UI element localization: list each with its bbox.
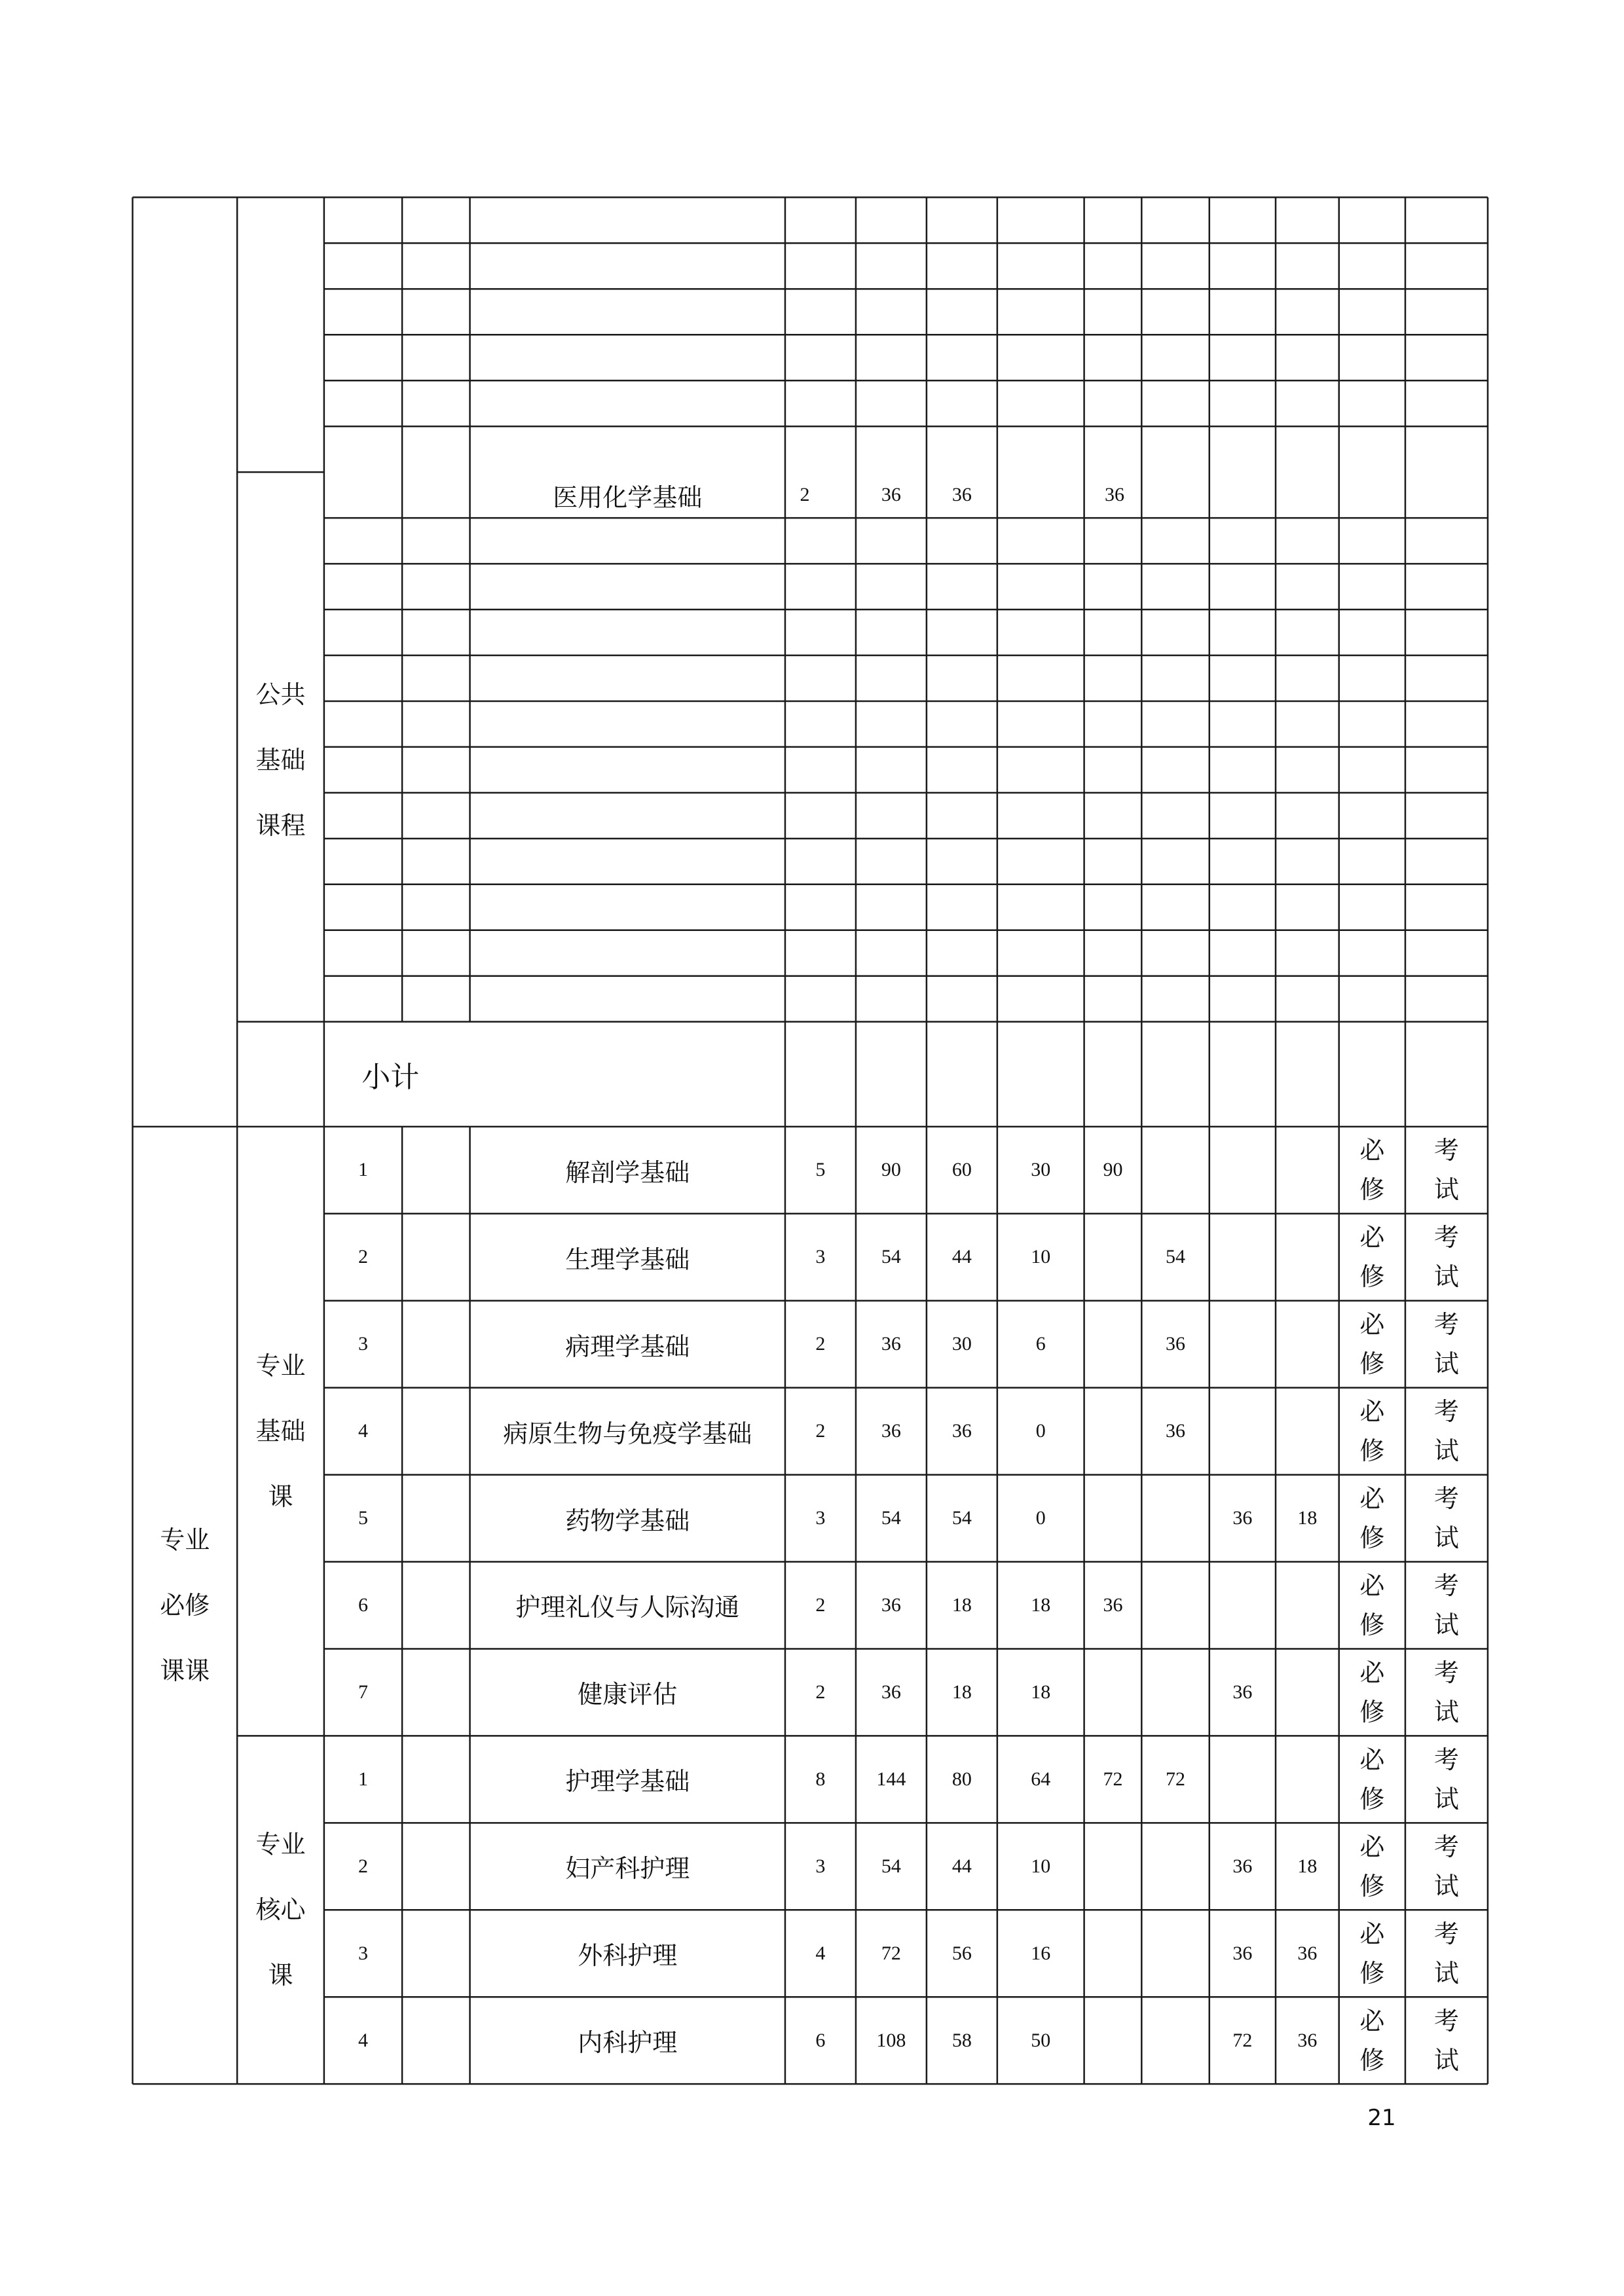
course-type-cell-char: 修 [1359,1871,1385,1901]
row-number: 1 [358,1768,368,1790]
page-number: 21 [1367,2105,1396,2131]
credits-cell: 2 [815,1333,826,1355]
semester1-cell [1084,1388,1142,1475]
row-number: 3 [358,1333,368,1355]
course-type-cell-char: 必 [1359,1919,1385,1948]
semester3-cell: 36 [1232,1681,1253,1703]
theory-hours-cell: 56 [951,1942,972,1964]
total-hours-cell: 54 [881,1507,901,1529]
theory-hours-cell: 18 [951,1594,972,1616]
semester4-cell [1276,1649,1339,1736]
credits-cell: 3 [815,1246,826,1268]
exam-type-cell-char: 考 [1433,1745,1459,1774]
total-hours-cell: 54 [881,1246,901,1268]
category-professional-required-char: 专业 [160,1525,210,1554]
exam-type-cell [1405,1475,1488,1562]
course-type-cell [1339,1823,1405,1910]
row-number: 4 [358,1420,368,1442]
course-type-cell-char: 必 [1359,1484,1385,1514]
row-number: 2 [358,1855,368,1877]
total-hours-cell: 90 [881,1159,901,1181]
category-professional-core-char: 核心 [255,1895,306,1925]
exam-type-cell-char: 考 [1433,2006,1459,2035]
course-name: 药物学基础 [565,1507,690,1535]
semester1-cell: 36 [1103,1594,1123,1616]
course-name: 病理学基础 [565,1333,690,1361]
theory-hours-cell: 36 [951,484,972,506]
credits-cell: 3 [815,1507,826,1529]
course-type-cell [1339,1649,1405,1736]
course-type-cell [1339,1127,1405,1214]
practice-hours-cell: 0 [1035,1507,1046,1529]
practice-hours-cell: 6 [1035,1333,1046,1355]
semester4-cell [1276,1127,1339,1214]
row-number: 3 [358,1942,368,1964]
course-name: 健康评估 [578,1681,678,1709]
semester3-cell: 36 [1232,1507,1253,1529]
exam-type-cell [1405,1823,1488,1910]
subtotal-label: 小计 [361,1060,420,1094]
total-hours-cell: 36 [881,1420,901,1442]
theory-hours-cell: 44 [951,1246,972,1268]
exam-type-cell [1405,1562,1488,1649]
exam-type-cell [1405,1997,1488,2084]
theory-hours-cell: 30 [951,1333,972,1355]
semester3-cell: 36 [1232,1942,1253,1964]
course-type-cell [1339,1475,1405,1562]
course-type-cell [1339,1736,1405,1823]
total-hours-cell: 108 [876,2029,906,2051]
exam-type-cell-char: 考 [1433,1136,1459,1165]
course-type-cell-char: 修 [1359,2045,1385,2075]
semester3-cell: 36 [1232,1855,1253,1877]
exam-type-cell-char: 考 [1433,1832,1459,1861]
exam-type-cell [1405,1910,1488,1997]
exam-type-cell-char: 试 [1433,1958,1459,1988]
exam-type-cell-char: 考 [1433,1658,1459,1687]
semester4-cell [1276,1388,1339,1475]
exam-type-cell-char: 试 [1433,1697,1459,1726]
semester4-cell: 36 [1297,2029,1318,2051]
theory-hours-cell: 58 [951,2029,972,2051]
category-professional-required-char: 课课 [160,1656,210,1685]
course-type-cell-char: 修 [1359,1958,1385,1988]
exam-type-cell-char: 考 [1433,1919,1459,1948]
category-professional-required [132,1127,237,2084]
category-professional-core-char: 专业 [255,1830,306,1859]
exam-type-cell-char: 考 [1433,1484,1459,1514]
exam-type-cell-char: 试 [1433,1262,1459,1292]
exam-type-cell [1405,1736,1488,1823]
semester4-cell: 18 [1297,1855,1318,1877]
course-type-cell-char: 修 [1359,1697,1385,1726]
exam-type-cell [1405,1301,1488,1388]
practice-hours-cell: 18 [1031,1681,1051,1703]
practice-hours-cell: 18 [1031,1594,1051,1616]
semester2-cell [1141,1562,1209,1649]
theory-hours-cell: 60 [951,1159,972,1181]
theory-hours-cell: 18 [951,1681,972,1703]
semester3-cell [1209,1562,1276,1649]
semester3-cell [1209,1388,1276,1475]
credits-cell: 8 [815,1768,826,1790]
course-type-cell-char: 修 [1359,1784,1385,1813]
semester1-cell [1084,1910,1142,1997]
exam-type-cell-char: 试 [1433,1784,1459,1813]
course-type-cell-char: 必 [1359,1658,1385,1687]
exam-type-cell-char: 考 [1433,1310,1459,1339]
semester2-cell [1141,1823,1209,1910]
semester1-cell: 36 [1104,484,1124,506]
semester2-cell: 72 [1166,1768,1186,1790]
category-public-basic-char: 课程 [255,811,306,840]
theory-hours-cell: 44 [951,1855,972,1877]
category-professional-basic-char: 基础 [255,1417,306,1446]
exam-type-cell [1405,1214,1488,1301]
row-number: 1 [358,1159,368,1181]
category-professional-basic-char: 课 [268,1482,293,1512]
semester2-cell [1141,1649,1209,1736]
semester2-cell: 36 [1166,1333,1186,1355]
course-type-cell [1339,1214,1405,1301]
course-type-cell-char: 修 [1359,1349,1385,1379]
course-name: 病原生物与免疫学基础 [503,1420,752,1448]
semester2-cell: 36 [1166,1420,1186,1442]
exam-type-cell-char: 试 [1433,1349,1459,1379]
course-name: 解剖学基础 [565,1159,690,1187]
course-type-cell-char: 修 [1359,1610,1385,1639]
semester2-cell: 54 [1166,1246,1186,1268]
semester2-cell [1141,1127,1209,1214]
course-type-cell-char: 必 [1359,1136,1385,1165]
practice-hours-cell: 0 [1035,1420,1046,1442]
semester3-cell [1209,1214,1276,1301]
category-public-basic [237,472,324,1048]
theory-hours-cell: 54 [951,1507,972,1529]
semester1-cell: 72 [1103,1768,1123,1790]
course-name: 生理学基础 [565,1246,690,1274]
course-type-cell-char: 必 [1359,1223,1385,1252]
total-hours-cell: 36 [881,484,901,506]
semester1-cell [1084,1649,1142,1736]
practice-hours-cell [997,472,1084,518]
total-hours-cell: 36 [881,1333,901,1355]
course-type-cell-char: 修 [1359,1262,1385,1292]
semester4-cell: 36 [1297,1942,1318,1964]
practice-hours-cell: 50 [1031,2029,1051,2051]
semester1-cell: 90 [1103,1159,1123,1181]
credits-cell: 2 [815,1420,826,1442]
total-hours-cell: 36 [881,1681,901,1703]
exam-type-cell-char: 考 [1433,1571,1459,1600]
course-type-cell-char: 必 [1359,1310,1385,1339]
course-name: 妇产科护理 [565,1855,690,1884]
course-type-cell [1339,1910,1405,1997]
total-hours-cell: 54 [881,1855,901,1877]
semester3-cell [1209,1301,1276,1388]
semester4-cell: 18 [1297,1507,1318,1529]
category-public-basic-char: 公共 [255,680,306,709]
category-professional-core-char: 课 [268,1961,293,1990]
semester3-cell: 72 [1232,2029,1253,2051]
row-number: 7 [358,1681,368,1703]
course-type-cell [1339,1301,1405,1388]
semester4-cell [1276,1562,1339,1649]
category-professional-core [237,1736,324,2084]
semester2-cell [1141,1475,1209,1562]
course-type-cell [1339,1388,1405,1475]
practice-hours-cell: 10 [1031,1246,1051,1268]
credits-cell: 6 [815,2029,826,2051]
exam-type-cell [1405,1649,1488,1736]
practice-hours-cell: 30 [1031,1159,1051,1181]
course-type-cell-char: 必 [1359,1745,1385,1774]
total-hours-cell: 72 [881,1942,901,1964]
semester2-cell [1141,1997,1209,2084]
exam-type-cell-char: 试 [1433,1871,1459,1901]
semester4-cell [1276,1301,1339,1388]
course-type-cell-char: 必 [1359,1571,1385,1600]
exam-type-cell [1405,1127,1488,1214]
exam-type-cell [1405,1388,1488,1475]
credits-cell: 5 [815,1159,826,1181]
credits-cell: 2 [800,484,810,506]
row-number: 2 [358,1246,368,1268]
course-type-cell-char: 修 [1359,1436,1385,1466]
course-name: 护理学基础 [565,1768,690,1796]
practice-hours-cell: 10 [1031,1855,1051,1877]
exam-type-cell-char: 试 [1433,1175,1459,1205]
course-type-cell [1339,1997,1405,2084]
category-professional-basic [237,1127,324,1736]
course-name: 护理礼仪与人际沟通 [515,1594,740,1622]
category-public-basic-char: 基础 [255,745,306,774]
course-type-cell-char: 必 [1359,1832,1385,1861]
row-number: 5 [358,1507,368,1529]
exam-type-cell-char: 试 [1433,2045,1459,2075]
theory-hours-cell: 36 [951,1420,972,1442]
course-type-cell-char: 必 [1359,1397,1385,1427]
course-name: 外科护理 [578,1942,678,1971]
semester1-cell [1084,1301,1142,1388]
semester3-cell [1209,1736,1276,1823]
course-type-cell [1339,1562,1405,1649]
practice-hours-cell: 64 [1031,1768,1051,1790]
semester2-cell [1141,1910,1209,1997]
practice-hours-cell: 16 [1031,1942,1051,1964]
course-name: 内科护理 [578,2030,678,2058]
exam-type-cell-char: 试 [1433,1523,1459,1553]
course-name: 医用化学基础 [553,484,703,512]
row-number: 4 [358,2029,368,2051]
category-professional-basic-char: 专业 [255,1351,306,1381]
semester1-cell [1084,1997,1142,2084]
theory-hours-cell: 80 [951,1768,972,1790]
exam-type-cell-char: 考 [1433,1223,1459,1252]
credits-cell: 2 [815,1681,826,1703]
credits-cell: 4 [815,1942,826,1964]
row-number: 6 [358,1594,368,1616]
semester4-cell [1276,1736,1339,1823]
credits-cell: 2 [815,1594,826,1616]
exam-type-cell-char: 考 [1433,1397,1459,1427]
credits-cell: 3 [815,1855,826,1877]
semester1-cell [1084,1475,1142,1562]
course-type-cell-char: 修 [1359,1175,1385,1205]
category-professional-required-char: 必修 [160,1590,210,1620]
semester1-cell [1084,1823,1142,1910]
course-type-cell-char: 必 [1359,2006,1385,2035]
total-hours-cell: 144 [876,1768,906,1790]
exam-type-cell-char: 试 [1433,1436,1459,1466]
course-type-cell-char: 修 [1359,1523,1385,1553]
semester1-cell [1084,1214,1142,1301]
semester3-cell [1209,1127,1276,1214]
total-hours-cell: 36 [881,1594,901,1616]
exam-type-cell-char: 试 [1433,1610,1459,1639]
semester4-cell [1276,1214,1339,1301]
